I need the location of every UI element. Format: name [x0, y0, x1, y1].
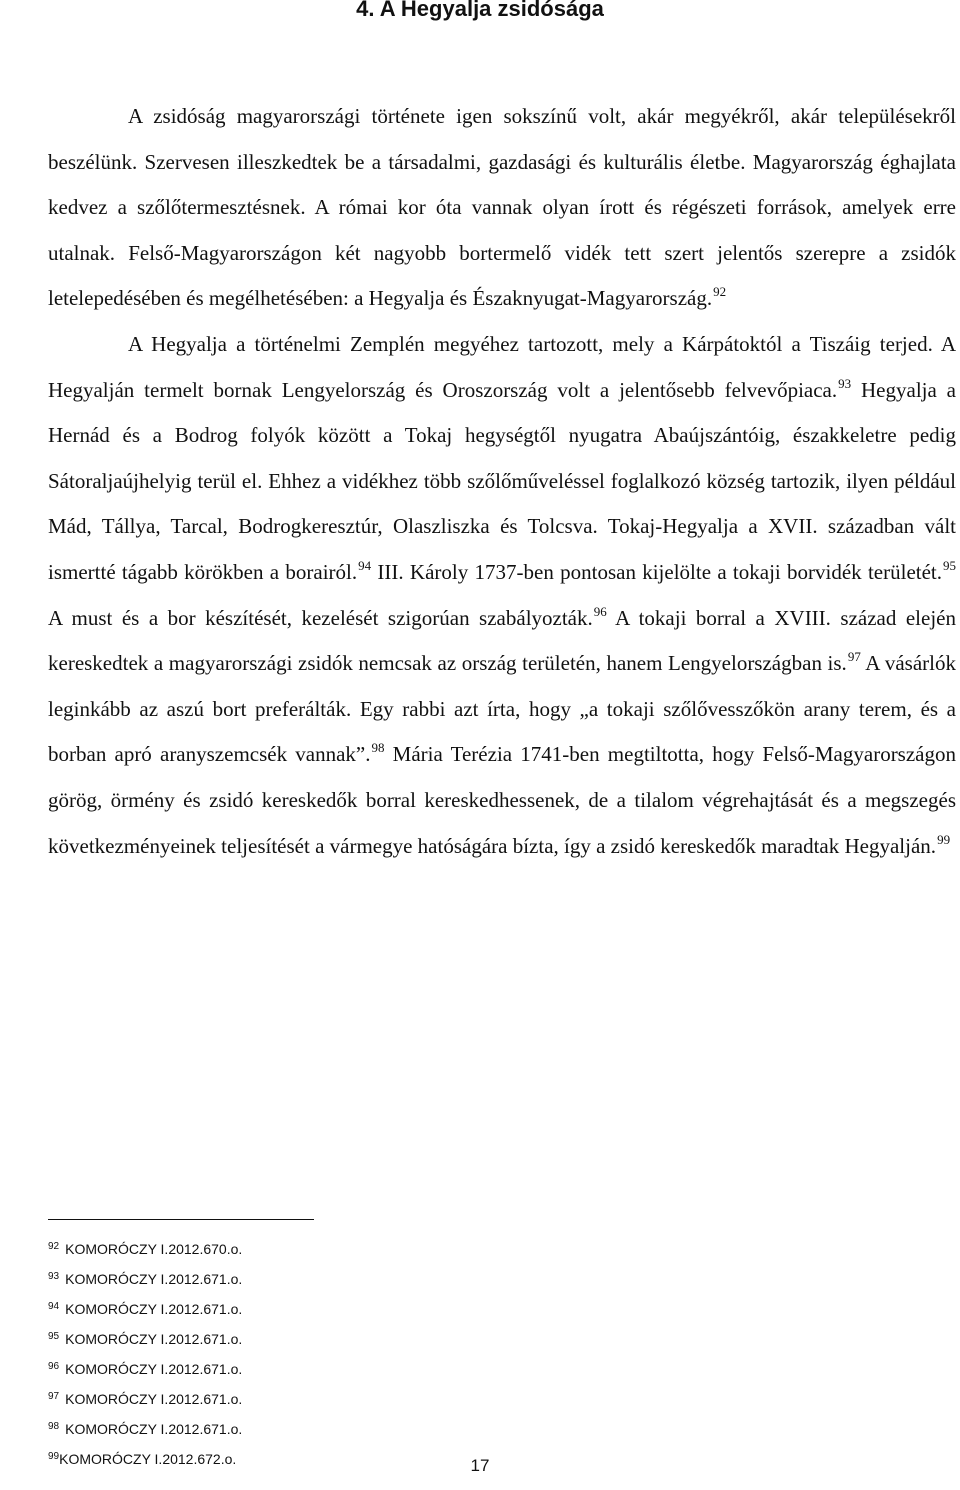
body-text: [48, 94, 956, 869]
footnote-reference: 97: [847, 649, 861, 665]
footnote-text: KOMORÓCZY I.2012.672.o.: [59, 1451, 237, 1467]
footnote-number: 98: [48, 1421, 60, 1432]
footnote-reference: 95: [943, 557, 957, 573]
paragraph-text: A tokaji borral a XVIII. század elején kereskedtek a magyarországi zsidók nemcsak az ország területén, hanem Lengyelországban is.: [48, 605, 956, 676]
footnote-number: 94: [48, 1301, 60, 1312]
footnote-reference: 93: [838, 375, 852, 391]
footnote-reference: 92: [713, 284, 727, 300]
footnote-reference: 99: [937, 831, 951, 847]
paragraph-text: A must és a bor készítését, kezelését szigorúan szabályozták.: [48, 605, 593, 630]
footnote-list: [48, 1233, 748, 1473]
footnote: [48, 1263, 748, 1293]
paragraph-text: A vásárlók leginkább az aszú bort preferálták. Egy rabbi azt írta, hogy „a tokaji szőlővesszőkön arany terem, és a borban apró aranyszemcsék vannak”.: [48, 651, 956, 767]
footnote-number: 95: [48, 1331, 60, 1342]
paragraph: [48, 322, 956, 869]
footnote-number: 92: [48, 1241, 60, 1252]
footnote: [48, 1353, 748, 1383]
paragraph-text: Mária Terézia 1741-ben megtiltotta, hogy Felső-Magyarországon görög, örmény és zsidó kereskedők borral kereskedhessenek, de a tilalom végrehajtását és a megszegés következményeinek teljesítését a vármegye hatóságára bízta, így a zsidó kereskedők maradtak Hegyalján.: [48, 742, 956, 858]
footnote: [48, 1323, 748, 1353]
footnote-number: 99: [48, 1451, 60, 1462]
footnote: [48, 1383, 748, 1413]
footnote-text: KOMORÓCZY I.2012.671.o.: [65, 1271, 243, 1287]
footnote-number: 93: [48, 1271, 60, 1282]
footnote-text: KOMORÓCZY I.2012.671.o.: [65, 1361, 243, 1377]
footnote-number: 96: [48, 1361, 60, 1372]
paragraph-text: A zsidóság magyarországi története igen sokszínű volt, akár megyékről, akár településekről beszélünk. Szervesen illeszkedtek be a társadalmi, gazdasági és kulturális életbe. Magyarország éghajlata kedvez a szőlőtermesztésnek. A római kor óta vannak olyan írott és régészeti források, amelyek erre utalnak. Felső-Magyarországon két nagyobb bortermelő vidék tett szert jelentős szerepre a zsidók letelepedésében és megélhetésében: a Hegyalja és Északnyugat-Magyarország.: [48, 104, 956, 311]
paragraph-text: Hegyalja a Hernád és a Bodrog folyók között a Tokaj hegységtől nyugatra Abaújszántóig, északkeletre pedig Sátoraljaújhelyig terül el. Ehhez a vidékhez több szőlőműveléssel foglalkozó község tartozik, ilyen például Mád, Tállya, Tarcal, Bodrogkeresztúr, Olaszliszka és Tolcsva. Tokaj-Hegyalja a XVII. században vált ismertté tágabb körökben a borairól.: [48, 377, 956, 584]
footnote: [48, 1413, 748, 1443]
chapter-title: 4. A Hegyalja zsidósága: [356, 0, 604, 21]
footnote: [48, 1293, 748, 1323]
footnote-reference: 94: [358, 557, 372, 573]
paragraph-text: A Hegyalja a történelmi Zemplén megyéhez tartozott, mely a Kárpátoktól a Tiszáig terjed. A Hegyalján termelt bornak Lengyelország és Oroszország volt a jelentősebb felvevőpiaca.: [48, 331, 956, 402]
footnote-reference: 98: [371, 740, 385, 756]
footnote-separator: [48, 1219, 314, 1220]
footnote-text: KOMORÓCZY I.2012.671.o.: [65, 1391, 243, 1407]
footnote-text: KOMORÓCZY I.2012.671.o.: [65, 1331, 243, 1347]
paragraph-text: III. Károly 1737-ben pontosan kijelölte a tokaji borvidék területét.: [371, 559, 943, 584]
page-number: 17: [470, 1456, 490, 1475]
footnote-text: KOMORÓCZY I.2012.671.o.: [65, 1421, 243, 1437]
footnote-text: KOMORÓCZY I.2012.671.o.: [65, 1301, 243, 1317]
paragraph: [48, 94, 956, 322]
footnote-number: 97: [48, 1391, 60, 1402]
footnote: [48, 1233, 748, 1263]
footnote-reference: 96: [593, 603, 607, 619]
footnote-text: KOMORÓCZY I.2012.670.o.: [65, 1241, 243, 1257]
